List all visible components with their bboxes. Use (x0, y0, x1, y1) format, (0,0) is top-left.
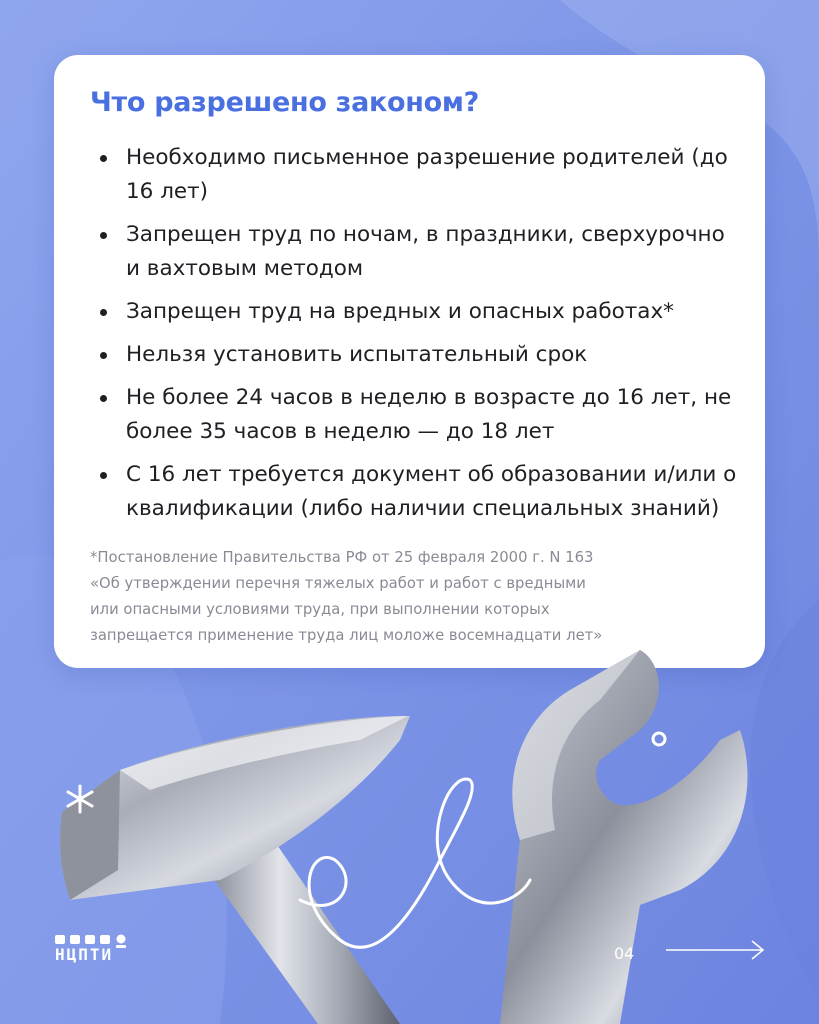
footnote-line: «Об утверждении перечня тяжелых работ и работ с вредными (90, 575, 586, 592)
footnote-line: или опасными условиями труда, при выполнении которых (90, 601, 550, 618)
list-item-text: Запрещен труд по ночам, в праздники, сверхурочно и вахтовым методом (126, 222, 725, 281)
list-item-text: Нельзя установить испытательный срок (126, 342, 588, 367)
hammer-illustration (60, 716, 410, 1024)
logo-text: НЦПТИ (55, 945, 114, 964)
list-item-text: Не более 24 часов в неделю в возрасте до 16 лет, не более 35 часов в неделю — до 18 лет (126, 385, 732, 444)
list-item-text: Необходимо письменное разрешение родителей (до 16 лет) (126, 145, 728, 204)
wrench-illustration (500, 650, 748, 1024)
list-item-text: С 16 лет требуется документ об образовании и/или о квалификации (либо наличии специальных знаний) (126, 462, 737, 521)
list-item-text: Запрещен труд на вредных и опасных работах* (126, 299, 674, 324)
ring-icon (653, 733, 665, 745)
card-title: Что разрешено законом? (90, 87, 480, 118)
footnote-line: *Постановление Правительства РФ от 25 февраля 2000 г. N 163 (90, 549, 594, 566)
page-number: 04 (614, 944, 635, 963)
logo (55, 933, 145, 971)
footnote-line: запрещается применение труда лиц моложе восемнадцати лет» (90, 627, 603, 644)
arrow-right-icon[interactable] (666, 938, 766, 962)
